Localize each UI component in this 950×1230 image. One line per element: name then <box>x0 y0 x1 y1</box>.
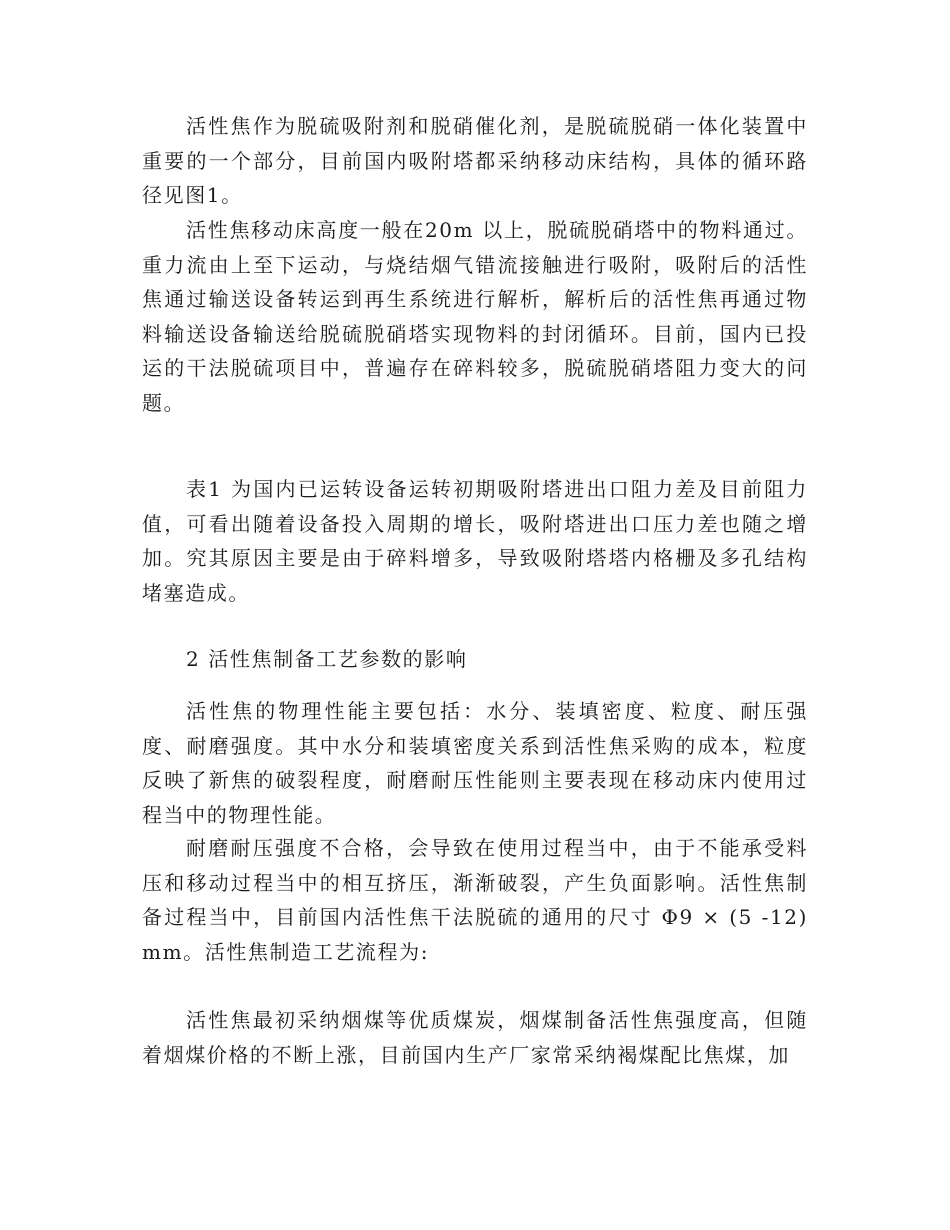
paragraph-6: 活性焦最初采纳烟煤等优质煤炭，烟煤制备活性焦强度高，但随着烟煤价格的不断上涨，目前国内生产厂家常采纳褐煤配比焦煤，加 <box>142 1008 808 1067</box>
section-heading: 2 活性焦制备工艺参数的影响 <box>186 647 468 671</box>
paragraph-4: 活性焦的物理性能主要包括：水分、装填密度、粒度、耐压强度、耐磨强度。其中水分和装填密度关系到活性焦采购的成本，粒度反映了新焦的破裂程度，耐磨耐压性能则主要表现在移动床内使用过程当中的物理性能。 <box>142 699 808 827</box>
paragraph-2: 活性焦移动床高度一般在20m 以上，脱硫脱硝塔中的物料通过。重力流由上至下运动，与烧结烟气错流接触进行吸附，吸附后的活性焦通过输送设备转运到再生系统进行解析，解析后的活性焦再通过物料输送设备输送给脱硫脱硝塔实现物料的封闭循环。目前，国内已投运的干法脱硫项目中，普遍存在碎料较多，脱硫脱硝塔阻力变大的问题。 <box>142 218 808 415</box>
paragraph-3: 表1 为国内已运转设备运转初期吸附塔进出口阻力差及目前阻力值，可看出随着设备投入周期的增长，吸附塔进出口压力差也随之增加。究其原因主要是由于碎料增多，导致吸附塔塔内格栅及多孔结构堵塞造成。 <box>142 477 808 605</box>
paragraph-1: 活性焦作为脱硫吸附剂和脱硝催化剂，是脱硫脱硝一体化装置中重要的一个部分，目前国内吸附塔都采纳移动床结构，具体的循环路径见图1。 <box>142 114 808 207</box>
paragraph-5: 耐磨耐压强度不合格，会导致在使用过程当中，由于不能承受料压和移动过程当中的相互挤压，渐渐破裂，产生负面影响。活性焦制备过程当中，目前国内活性焦干法脱硫的通用的尺寸 Φ9 × (5 -12)mm。活性焦制造工艺流程为: <box>142 836 808 964</box>
